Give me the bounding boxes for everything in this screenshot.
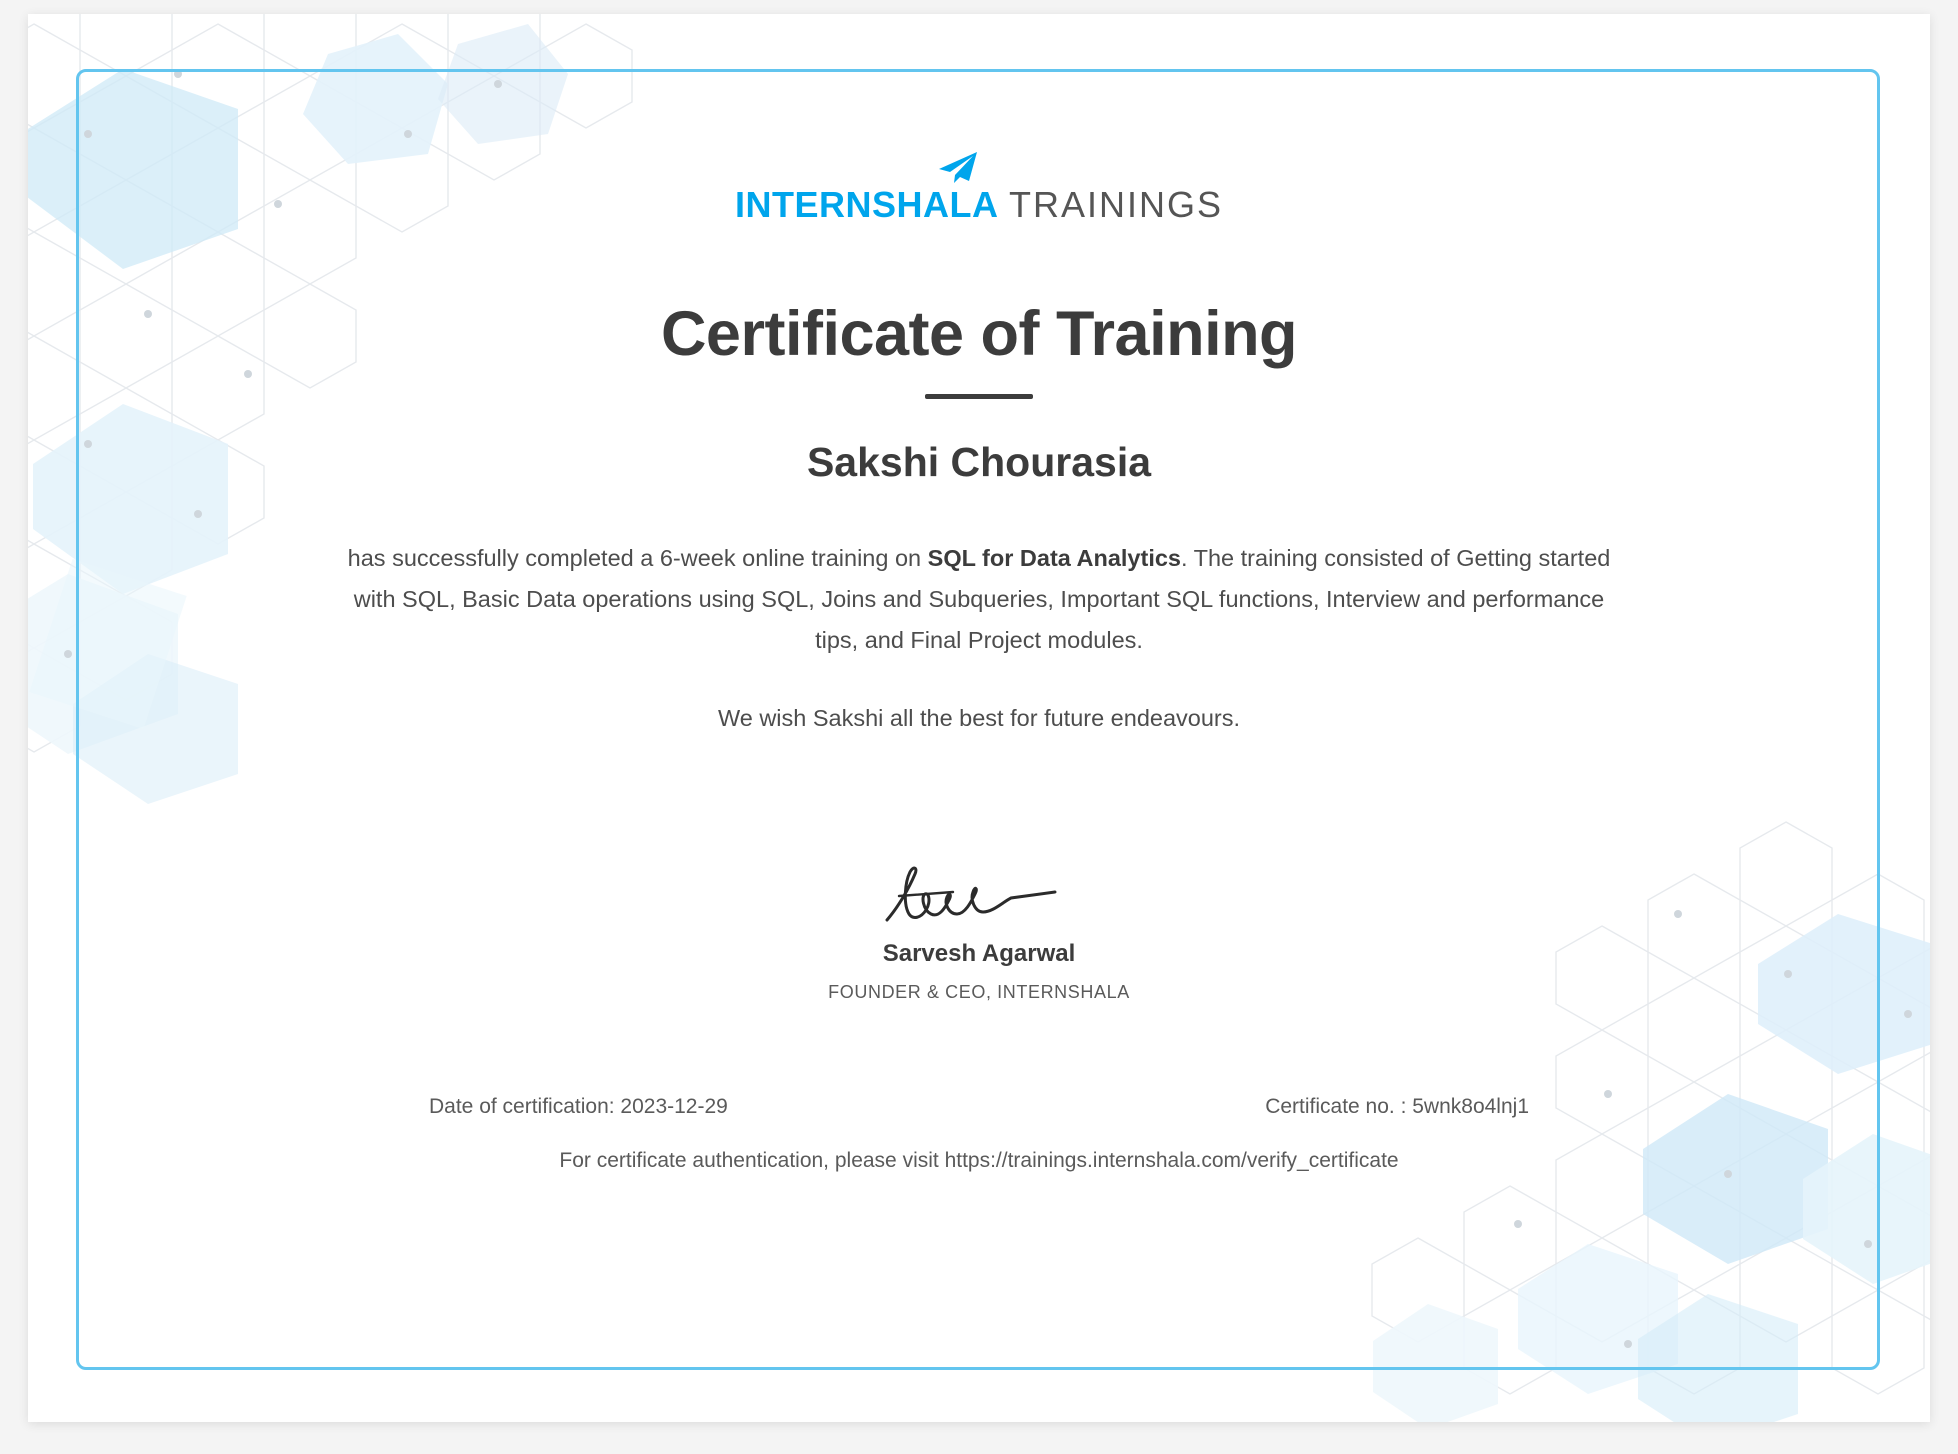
logo-trainings-text: TRAININGS [1009, 184, 1224, 225]
signature-block [828, 862, 1130, 1003]
signature-icon [879, 862, 1079, 934]
certificate-sheet [28, 14, 1930, 1422]
page-title: Certificate of Training [660, 299, 1298, 369]
title-divider [925, 394, 1033, 399]
course-name: SQL for Data Analytics [927, 545, 1181, 571]
certificate-meta-row [429, 1095, 1529, 1119]
body-after-text: . The training consisted of Getting started with SQL, Basic Data operations using SQL, Joins and Subqueries, Important SQL functions, Interview and performance tips, and Final Project modules. [353, 545, 1611, 653]
signatory-name: Sarvesh Agarwal [882, 940, 1076, 967]
signatory-role: FOUNDER & CEO, INTERNSHALA [828, 982, 1130, 1002]
recipient-name: Sakshi Chourasia [806, 439, 1152, 485]
logo-shala-text: SHALA [871, 184, 999, 225]
logo-wordmark [735, 184, 1223, 226]
paper-plane-icon [933, 150, 979, 189]
body-before-text: has successfully completed a 6-week online training on [347, 545, 928, 571]
certificate-body [329, 538, 1629, 661]
certificate-number: Certificate no. : 5wnk8o4lnj1 [1265, 1095, 1529, 1118]
logo-intern-text: INTERN [734, 184, 872, 225]
wish-line: We wish Sakshi all the best for future endeavours. [717, 705, 1241, 731]
authentication-note: For certificate authentication, please visit https://trainings.internshala.com/verify_certificate [559, 1149, 1399, 1172]
internshala-logo [735, 184, 1223, 226]
certification-date: Date of certification: 2023-12-29 [429, 1095, 728, 1118]
